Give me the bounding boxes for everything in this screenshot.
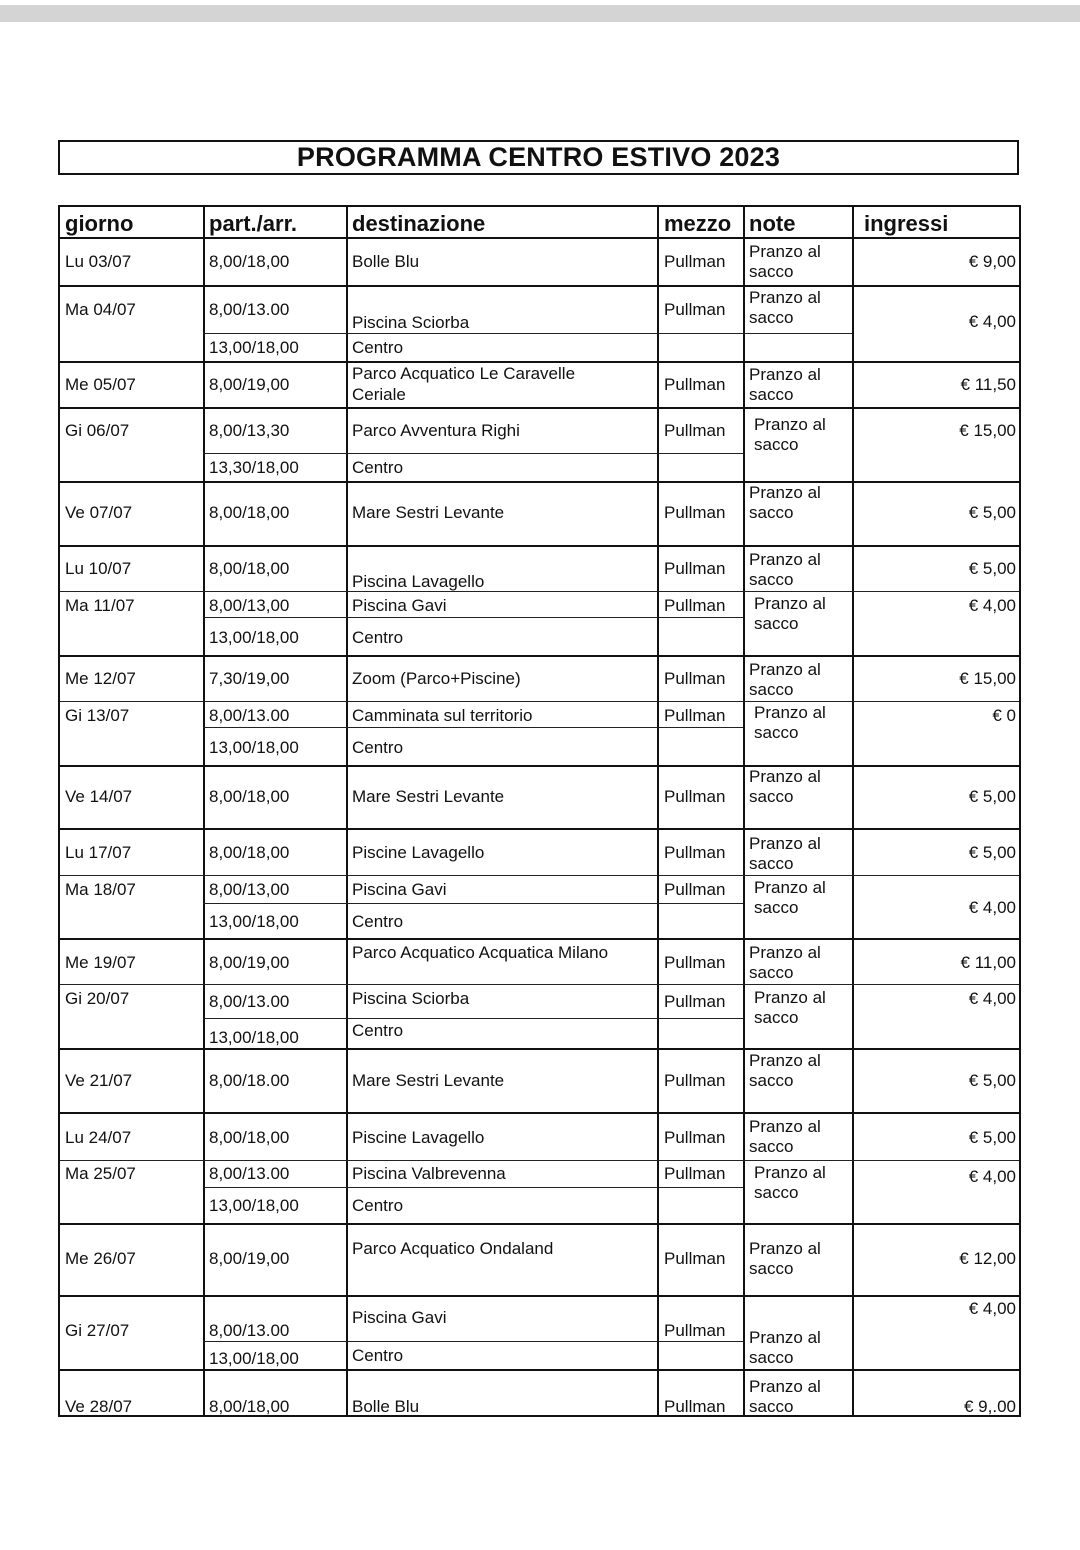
cell-note: Pranzo al sacco <box>749 767 821 806</box>
cell-destinazione: Piscine Lavagello <box>352 843 485 862</box>
row-divider <box>60 285 1021 287</box>
cell-destinazione: Piscina Gavi <box>352 880 447 899</box>
cell-partenza-arrivo: 8,00/13,00 <box>209 880 290 899</box>
cell-mezzo: Pullman <box>664 787 726 806</box>
row-divider <box>203 453 743 454</box>
top-status-bar <box>0 5 1080 22</box>
cell-note: Pranzo al sacco <box>754 878 826 917</box>
cell-ingressi: € 4,00 <box>968 596 1016 615</box>
cell-ingressi: € 9,.00 <box>964 1397 1016 1416</box>
cell-partenza-arrivo: 13,00/18,00 <box>209 1349 299 1368</box>
cell-giorno: Lu 17/07 <box>65 843 132 862</box>
cell-ingressi: € 4,00 <box>968 312 1016 331</box>
cell-destinazione: Centro <box>352 458 404 477</box>
cell-ingressi: € 4,00 <box>968 1299 1016 1318</box>
cell-partenza-arrivo: 8,00/13,30 <box>209 421 290 440</box>
cell-mezzo: Pullman <box>664 1164 726 1183</box>
cell-note: Pranzo al sacco <box>749 943 821 982</box>
cell-partenza-arrivo: 7,30/19,00 <box>209 669 290 688</box>
row-divider <box>60 237 1021 239</box>
header-destinazione: destinazione <box>352 211 486 236</box>
cell-mezzo: Pullman <box>664 1249 726 1268</box>
row-divider <box>203 1187 743 1188</box>
cell-ingressi: € 12,00 <box>959 1249 1016 1268</box>
row-divider <box>60 938 1021 940</box>
cell-mezzo: Pullman <box>664 1128 726 1147</box>
cell-destinazione: Ceriale <box>352 385 406 404</box>
header-ingressi: ingressi <box>864 211 949 236</box>
cell-partenza-arrivo: 13,00/18,00 <box>209 1028 299 1047</box>
column-divider <box>346 207 348 1415</box>
cell-mezzo: Pullman <box>664 596 726 615</box>
cell-destinazione: Centro <box>352 1196 404 1215</box>
cell-giorno: Me 05/07 <box>65 375 136 394</box>
row-divider <box>203 617 743 618</box>
cell-partenza-arrivo: 13,00/18,00 <box>209 912 299 931</box>
cell-mezzo: Pullman <box>664 953 726 972</box>
cell-partenza-arrivo: 8,00/19,00 <box>209 1249 290 1268</box>
cell-partenza-arrivo: 8,00/19,00 <box>209 953 290 972</box>
cell-ingressi: € 11,50 <box>960 375 1016 394</box>
cell-partenza-arrivo: 8,00/13.00 <box>209 706 290 725</box>
row-divider <box>60 984 1021 985</box>
cell-destinazione: Piscina Sciorba <box>352 989 470 1008</box>
cell-giorno: Gi 13/07 <box>65 706 130 725</box>
cell-partenza-arrivo: 13,00/18,00 <box>209 738 299 757</box>
header-partenza-arrivo: part./arr. <box>209 211 298 236</box>
cell-partenza-arrivo: 8,00/13.00 <box>209 1321 290 1340</box>
cell-destinazione: Piscine Lavagello <box>352 1128 485 1147</box>
cell-note: Pranzo al sacco <box>749 1051 821 1090</box>
cell-mezzo: Pullman <box>664 421 726 440</box>
cell-giorno: Ve 28/07 <box>65 1397 133 1416</box>
row-divider <box>60 875 1021 876</box>
cell-partenza-arrivo: 8,00/18,00 <box>209 1397 290 1416</box>
cell-partenza-arrivo: 8,00/13.00 <box>209 1164 290 1183</box>
cell-ingressi: € 5,00 <box>968 1071 1016 1090</box>
cell-note: Pranzo al sacco <box>749 660 821 699</box>
cell-destinazione: Mare Sestri Levante <box>352 503 505 522</box>
cell-partenza-arrivo: 8,00/18,00 <box>209 1128 290 1147</box>
cell-mezzo: Pullman <box>664 300 726 319</box>
cell-mezzo: Pullman <box>664 1321 726 1340</box>
cell-destinazione: Piscina Gavi <box>352 596 447 615</box>
row-divider <box>60 765 1021 767</box>
row-divider <box>203 727 743 728</box>
cell-giorno: Ma 11/07 <box>65 596 135 615</box>
cell-destinazione: Mare Sestri Levante <box>352 1071 505 1090</box>
row-divider <box>60 828 1021 830</box>
cell-giorno: Ma 25/07 <box>65 1164 136 1183</box>
cell-mezzo: Pullman <box>664 706 726 725</box>
cell-giorno: Ve 07/07 <box>65 503 133 522</box>
cell-partenza-arrivo: 13,00/18,00 <box>209 338 299 357</box>
cell-mezzo: Pullman <box>664 669 726 688</box>
cell-note: Pranzo al sacco <box>749 1377 821 1416</box>
row-divider <box>60 1048 1021 1050</box>
cell-giorno: Lu 10/07 <box>65 559 132 578</box>
row-divider <box>743 333 852 334</box>
cell-giorno: Gi 06/07 <box>65 421 130 440</box>
cell-destinazione: Camminata sul territorio <box>352 706 533 725</box>
cell-partenza-arrivo: 8,00/18,00 <box>209 503 290 522</box>
column-divider <box>852 207 854 1415</box>
cell-giorno: Ve 14/07 <box>65 787 133 806</box>
row-divider <box>203 333 743 334</box>
header-giorno: giorno <box>65 211 134 236</box>
cell-mezzo: Pullman <box>664 843 726 862</box>
row-divider <box>203 1018 743 1019</box>
cell-destinazione: Parco Acquatico Le Caravelle <box>352 364 576 383</box>
cell-mezzo: Pullman <box>664 1397 726 1416</box>
cell-note: Pranzo al sacco <box>749 365 821 404</box>
page-title: PROGRAMMA CENTRO ESTIVO 2023 <box>58 140 1019 175</box>
cell-note: Pranzo al sacco <box>749 288 821 327</box>
cell-ingressi: € 5,00 <box>968 559 1016 578</box>
cell-destinazione: Centro <box>352 912 404 931</box>
cell-note: Pranzo al sacco <box>749 242 821 281</box>
cell-mezzo: Pullman <box>664 1071 726 1090</box>
cell-destinazione: Centro <box>352 1021 404 1040</box>
cell-note: Pranzo al sacco <box>749 550 821 589</box>
cell-ingressi: € 5,00 <box>968 503 1016 522</box>
cell-ingressi: € 4,00 <box>968 1167 1016 1186</box>
header-note: note <box>749 211 796 236</box>
cell-note: Pranzo al sacco <box>754 703 826 742</box>
row-divider <box>60 1160 1021 1161</box>
row-divider <box>60 1369 1021 1371</box>
row-divider <box>203 1341 743 1342</box>
cell-destinazione: Piscina Valbrevenna <box>352 1164 506 1183</box>
cell-destinazione: Piscina Gavi <box>352 1308 447 1327</box>
row-divider <box>60 545 1021 547</box>
row-divider <box>60 361 1021 363</box>
cell-destinazione: Centro <box>352 338 404 357</box>
cell-partenza-arrivo: 8,00/13.00 <box>209 992 290 1011</box>
cell-destinazione: Parco Avventura Righi <box>352 421 520 440</box>
cell-note: Pranzo al sacco <box>754 1163 826 1202</box>
cell-partenza-arrivo: 13,00/18,00 <box>209 628 299 647</box>
cell-destinazione: Mare Sestri Levante <box>352 787 505 806</box>
cell-ingressi: € 15,00 <box>959 421 1016 440</box>
cell-mezzo: Pullman <box>664 503 726 522</box>
cell-destinazione: Centro <box>352 738 404 757</box>
row-divider <box>60 701 1021 702</box>
row-divider <box>60 1223 1021 1225</box>
cell-giorno: Me 19/07 <box>65 953 136 972</box>
cell-partenza-arrivo: 13,00/18,00 <box>209 1196 299 1215</box>
cell-partenza-arrivo: 8,00/18,00 <box>209 843 290 862</box>
cell-giorno: Ma 18/07 <box>65 880 136 899</box>
cell-ingressi: € 4,00 <box>968 989 1016 1008</box>
cell-destinazione: Centro <box>352 1346 404 1365</box>
cell-note: Pranzo al sacco <box>754 594 826 633</box>
cell-partenza-arrivo: 13,30/18,00 <box>209 458 299 477</box>
cell-ingressi: € 4,00 <box>968 898 1016 917</box>
row-divider <box>60 1112 1021 1114</box>
cell-destinazione: Piscina Sciorba <box>352 313 470 332</box>
cell-note: Pranzo al sacco <box>749 1328 821 1367</box>
cell-giorno: Ma 04/07 <box>65 300 136 319</box>
column-divider <box>657 207 659 1415</box>
cell-destinazione: Centro <box>352 628 404 647</box>
cell-note: Pranzo al sacco <box>754 988 826 1027</box>
schedule-table <box>58 205 1021 1417</box>
cell-note: Pranzo al sacco <box>749 834 821 873</box>
row-divider <box>60 1295 1021 1297</box>
cell-ingressi: € 11,00 <box>960 953 1016 972</box>
cell-giorno: Gi 27/07 <box>65 1321 130 1340</box>
cell-destinazione: Zoom (Parco+Piscine) <box>352 669 521 688</box>
cell-note: Pranzo al sacco <box>754 415 826 454</box>
cell-partenza-arrivo: 8,00/18,00 <box>209 559 290 578</box>
cell-partenza-arrivo: 8,00/19,00 <box>209 375 290 394</box>
cell-ingressi: € 15,00 <box>959 669 1016 688</box>
header-mezzo: mezzo <box>664 211 732 236</box>
cell-partenza-arrivo: 8,00/13,00 <box>209 596 290 615</box>
column-divider <box>743 207 745 1415</box>
cell-giorno: Lu 24/07 <box>65 1128 132 1147</box>
cell-giorno: Me 12/07 <box>65 669 136 688</box>
cell-mezzo: Pullman <box>664 880 726 899</box>
cell-mezzo: Pullman <box>664 559 726 578</box>
row-divider <box>60 655 1021 657</box>
row-divider <box>60 481 1021 483</box>
cell-partenza-arrivo: 8,00/18,00 <box>209 252 290 271</box>
cell-ingressi: € 5,00 <box>968 787 1016 806</box>
cell-partenza-arrivo: 8,00/18,00 <box>209 787 290 806</box>
cell-giorno: Gi 20/07 <box>65 989 130 1008</box>
cell-giorno: Lu 03/07 <box>65 252 132 271</box>
cell-ingressi: € 5,00 <box>968 843 1016 862</box>
cell-destinazione: Bolle Blu <box>352 1397 420 1416</box>
column-divider <box>203 207 205 1415</box>
cell-partenza-arrivo: 8,00/18.00 <box>209 1071 290 1090</box>
cell-note: Pranzo al sacco <box>749 1239 821 1278</box>
cell-destinazione: Parco Acquatico Ondaland <box>352 1239 554 1258</box>
cell-note: Pranzo al sacco <box>749 1117 821 1156</box>
cell-ingressi: € 0 <box>992 706 1016 725</box>
cell-mezzo: Pullman <box>664 992 726 1011</box>
cell-partenza-arrivo: 8,00/13.00 <box>209 300 290 319</box>
cell-ingressi: € 9,00 <box>968 252 1016 271</box>
cell-destinazione: Piscina Lavagello <box>352 572 485 591</box>
cell-giorno: Ve 21/07 <box>65 1071 133 1090</box>
cell-destinazione: Bolle Blu <box>352 252 420 271</box>
cell-ingressi: € 5,00 <box>968 1128 1016 1147</box>
cell-note: Pranzo al sacco <box>749 483 821 522</box>
cell-mezzo: Pullman <box>664 375 726 394</box>
row-divider <box>60 407 1021 409</box>
row-divider <box>203 903 743 904</box>
cell-giorno: Me 26/07 <box>65 1249 136 1268</box>
cell-mezzo: Pullman <box>664 252 726 271</box>
cell-destinazione: Parco Acquatico Acquatica Milano <box>352 943 609 962</box>
